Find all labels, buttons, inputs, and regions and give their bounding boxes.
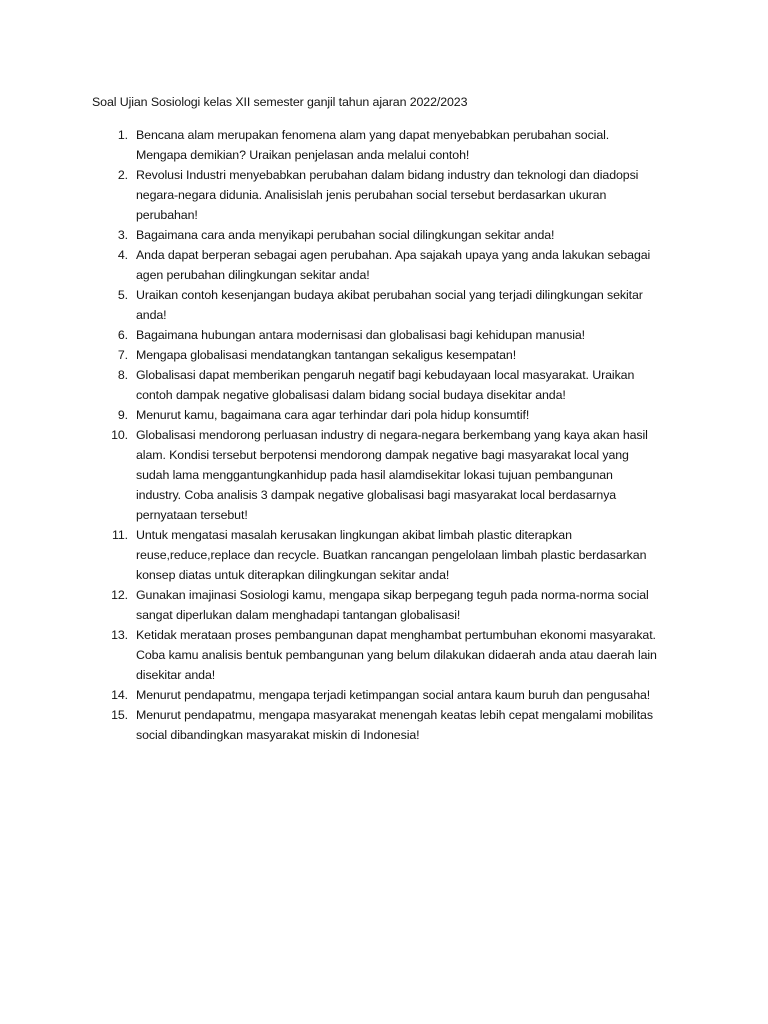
question-text: Bencana alam merupakan fenomena alam yang dapat menyebabkan perubahan social. Mengapa demikian? Uraikan penjelasan anda melalui contoh! (136, 128, 610, 162)
question-text: Anda dapat berperan sebagai agen perubahan. Apa sajakah upaya yang anda lakukan sebagai agen perubahan dilingkungan sekitar anda! (136, 248, 651, 282)
question-text: Bagaimana hubungan antara modernisasi dan globalisasi bagi kehidupan manusia! (136, 328, 586, 342)
question-text: Menurut pendapatmu, mengapa masyarakat menengah keatas lebih cepat mengalami mobilitas social dibandingkan masyarakat miskin di Indonesia! (136, 708, 653, 742)
question-number: 3. (117, 228, 128, 242)
question-item (92, 165, 692, 225)
question-item (92, 345, 692, 365)
question-item (92, 585, 692, 625)
question-text: Untuk mengatasi masalah kerusakan lingkungan akibat limbah plastic diterapkan reuse,reduce,replace dan recycle. Buatkan rancangan pengelolaan limbah plastic berdasarkan konsep diatas untuk diterapkan dilingkungan sekitar anda! (136, 528, 647, 582)
question-text: Menurut kamu, bagaimana cara agar terhindar dari pola hidup konsumtif! (136, 408, 530, 422)
question-text: Menurut pendapatmu, mengapa terjadi ketimpangan social antara kaum buruh dan pengusaha! (136, 688, 651, 702)
question-item (92, 425, 692, 525)
question-number: 9. (117, 408, 128, 422)
question-item (92, 405, 692, 425)
question-number: 14. (111, 688, 128, 702)
question-text: Bagaimana cara anda menyikapi perubahan social dilingkungan sekitar anda! (136, 228, 555, 242)
question-text: Mengapa globalisasi mendatangkan tantangan sekaligus kesempatan! (136, 348, 517, 362)
question-number: 1. (117, 128, 128, 142)
question-number: 11. (111, 528, 128, 542)
question-number: 13. (111, 628, 128, 642)
question-text: Revolusi Industri menyebabkan perubahan dalam bidang industry dan teknologi dan diadopsi negara-negara didunia. Analisislah jenis perubahan social tersebut berdasarkan ukuran perubahan! (136, 168, 639, 222)
question-number: 4. (117, 248, 128, 262)
question-text: Uraikan contoh kesenjangan budaya akibat perubahan social yang terjadi dilingkungan sekitar anda! (136, 288, 643, 322)
question-item (92, 525, 692, 585)
question-item (92, 125, 692, 165)
question-item (92, 685, 692, 705)
question-text: Globalisasi dapat memberikan pengaruh negatif bagi kebudayaan local masyarakat. Uraikan contoh dampak negative globalisasi dalam bidang social budaya disekitar anda! (136, 368, 635, 402)
question-number: 5. (117, 288, 128, 302)
question-item (92, 225, 692, 245)
document-title: Soal Ujian Sosiologi kelas XII semester ganjil tahun ajaran 2022/2023 (92, 95, 468, 109)
question-item (92, 245, 692, 285)
question-text: Globalisasi mendorong perluasan industry di negara-negara berkembang yang kaya akan hasil alam. Kondisi tersebut berpotensi mendorong dampak negative bagi masyarakat local yang sudah lama menggantungkanhidup pada hasil alamdisekitar lokasi tujuan pembangunan industry. Coba analisis 3 dampak negative globalisasi bagi masyarakat local berdasarnya pernyataan tersebut! (136, 428, 648, 522)
question-item (92, 625, 692, 685)
question-item (92, 365, 692, 405)
question-number: 10. (111, 428, 128, 442)
question-number: 6. (117, 328, 128, 342)
question-list (92, 125, 692, 745)
question-number: 8. (117, 368, 128, 382)
question-item (92, 285, 692, 325)
question-item (92, 325, 692, 345)
question-item (92, 705, 692, 745)
question-text: Ketidak merataan proses pembangunan dapat menghambat pertumbuhan ekonomi masyarakat. Coba kamu analisis bentuk pembangunan yang belum dilakukan didaerah anda atau daerah lain disekitar anda! (136, 628, 657, 682)
question-number: 12. (111, 588, 128, 602)
question-number: 2. (117, 168, 128, 182)
question-text: Gunakan imajinasi Sosiologi kamu, mengapa sikap berpegang teguh pada norma-norma social sangat diperlukan dalam menghadapi tantangan globalisasi! (136, 588, 649, 622)
question-number: 7. (117, 348, 128, 362)
question-number: 15. (111, 708, 128, 722)
